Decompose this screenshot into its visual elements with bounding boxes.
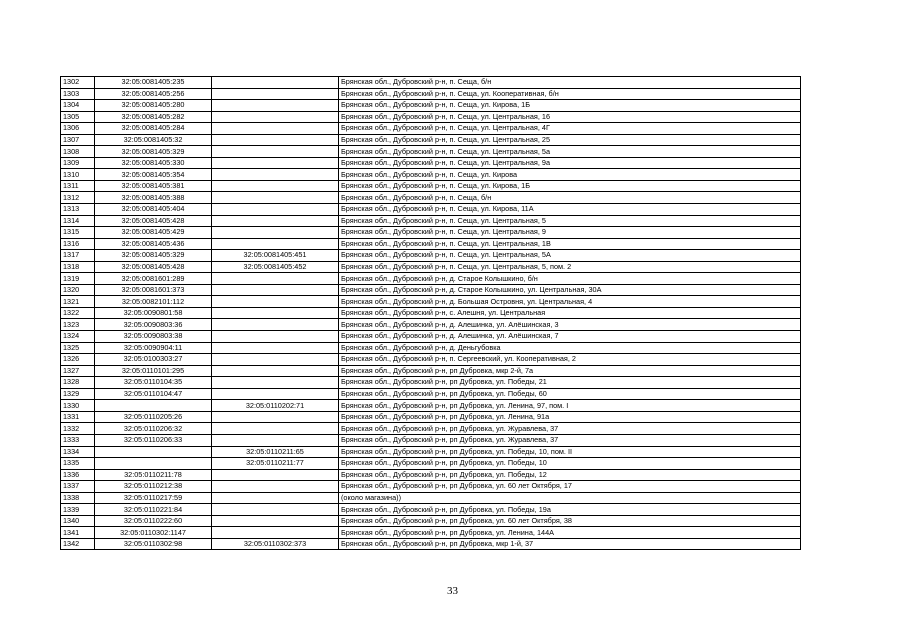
- address-cell: Брянская обл., Дубровский р-н, п. Сеща, б/н: [339, 77, 801, 89]
- address-cell: Брянская обл., Дубровский р-н, п. Сеща, ул. Центральная, 9а: [339, 157, 801, 169]
- table-row: [61, 538, 801, 550]
- row-number-cell: 1311: [61, 180, 95, 192]
- premises-number-cell: [212, 77, 339, 89]
- table-row: [61, 77, 801, 89]
- row-number-cell: 1335: [61, 458, 95, 470]
- row-number-cell: 1339: [61, 504, 95, 516]
- address-cell: Брянская обл., Дубровский р-н, п. Сеща, ул. Центральная, 9: [339, 227, 801, 239]
- cadastral-number-cell: [95, 400, 212, 412]
- table-row: [61, 238, 801, 250]
- table-row: [61, 180, 801, 192]
- table-row: [61, 250, 801, 262]
- table-row: [61, 411, 801, 423]
- address-cell: Брянская обл., Дубровский р-н, рп Дубровка, ул. Ленина, 97, пом. I: [339, 400, 801, 412]
- address-cell: Брянская обл., Дубровский р-н, рп Дубровка, ул. Победы, 12: [339, 469, 801, 481]
- address-cell: Брянская обл., Дубровский р-н, п. Сеща, ул. Центральная, 5: [339, 215, 801, 227]
- address-cell: Брянская обл., Дубровский р-н, д. Алешинка, ул. Алёшинская, 7: [339, 331, 801, 343]
- cadastral-number-cell: 32:05:0081405:354: [95, 169, 212, 181]
- row-number-cell: 1310: [61, 169, 95, 181]
- cadastral-number-cell: 32:05:0081405:256: [95, 88, 212, 100]
- address-cell: Брянская обл., Дубровский р-н, п. Сеща, ул. Центральная, 4Г: [339, 123, 801, 135]
- address-cell: Брянская обл., Дубровский р-н, с. Алешня, ул. Центральная: [339, 307, 801, 319]
- table-row: [61, 273, 801, 285]
- premises-number-cell: [212, 169, 339, 181]
- row-number-cell: 1304: [61, 100, 95, 112]
- premises-number-cell: [212, 423, 339, 435]
- cadastral-number-cell: 32:05:0081405:428: [95, 261, 212, 273]
- premises-number-cell: [212, 354, 339, 366]
- address-cell: Брянская обл., Дубровский р-н, п. Сергеевский, ул. Кооперативная, 2: [339, 354, 801, 366]
- table-row: [61, 88, 801, 100]
- cadastral-number-cell: 32:05:0110212:38: [95, 481, 212, 493]
- table-row: [61, 342, 801, 354]
- address-cell: Брянская обл., Дубровский р-н, рп Дубровка, мкр 2-й, 7а: [339, 365, 801, 377]
- row-number-cell: 1338: [61, 492, 95, 504]
- row-number-cell: 1323: [61, 319, 95, 331]
- premises-number-cell: [212, 319, 339, 331]
- address-cell: Брянская обл., Дубровский р-н, п. Сеща, ул. Центральная, 5, пом. 2: [339, 261, 801, 273]
- row-number-cell: 1322: [61, 307, 95, 319]
- address-cell: Брянская обл., Дубровский р-н, п. Сеща, б/н: [339, 192, 801, 204]
- premises-number-cell: [212, 100, 339, 112]
- cadastral-number-cell: 32:05:0110222:60: [95, 515, 212, 527]
- row-number-cell: 1326: [61, 354, 95, 366]
- row-number-cell: 1307: [61, 134, 95, 146]
- table-row: [61, 446, 801, 458]
- table-row: [61, 296, 801, 308]
- premises-number-cell: [212, 111, 339, 123]
- table-row: [61, 169, 801, 181]
- table-row: [61, 146, 801, 158]
- premises-number-cell: [212, 157, 339, 169]
- table-row: [61, 423, 801, 435]
- address-cell: Брянская обл., Дубровский р-н, рп Дубровка, ул. Ленина, 144А: [339, 527, 801, 539]
- premises-number-cell: [212, 192, 339, 204]
- table-row: [61, 215, 801, 227]
- address-cell: Брянская обл., Дубровский р-н, д. Алешинка, ул. Алёшинская, 3: [339, 319, 801, 331]
- row-number-cell: 1303: [61, 88, 95, 100]
- premises-number-cell: 32:05:0081405:452: [212, 261, 339, 273]
- address-cell: Брянская обл., Дубровский р-н, рп Дубровка, ул. Победы, 10: [339, 458, 801, 470]
- premises-number-cell: 32:05:0110211:65: [212, 446, 339, 458]
- cadastral-number-cell: 32:05:0081405:330: [95, 157, 212, 169]
- page-number: 33: [447, 585, 458, 597]
- premises-number-cell: [212, 146, 339, 158]
- table-row: [61, 434, 801, 446]
- row-number-cell: 1309: [61, 157, 95, 169]
- premises-number-cell: [212, 469, 339, 481]
- row-number-cell: 1308: [61, 146, 95, 158]
- table-row: [61, 504, 801, 516]
- address-cell: Брянская обл., Дубровский р-н, п. Сеща, ул. Кирова, 11А: [339, 204, 801, 216]
- address-cell: Брянская обл., Дубровский р-н, д. Большая Островня, ул. Центральная, 4: [339, 296, 801, 308]
- row-number-cell: 1302: [61, 77, 95, 89]
- row-number-cell: 1315: [61, 227, 95, 239]
- table-row: [61, 123, 801, 135]
- address-cell: Брянская обл., Дубровский р-н, рп Дубровка, ул. Победы, 21: [339, 377, 801, 389]
- cadastral-number-cell: 32:05:0090803:36: [95, 319, 212, 331]
- cadastral-number-cell: 32:05:0110205:26: [95, 411, 212, 423]
- address-cell: Брянская обл., Дубровский р-н, п. Сеща, ул. Центральная, 1В: [339, 238, 801, 250]
- table-row: [61, 331, 801, 343]
- table-row: [61, 261, 801, 273]
- premises-number-cell: [212, 296, 339, 308]
- address-cell: Брянская обл., Дубровский р-н, п. Сеща, ул. Центральная, 5А: [339, 250, 801, 262]
- cadastral-number-cell: [95, 458, 212, 470]
- cadastral-number-cell: [95, 446, 212, 458]
- premises-number-cell: [212, 331, 339, 343]
- row-number-cell: 1330: [61, 400, 95, 412]
- premises-number-cell: [212, 238, 339, 250]
- cadastral-number-cell: 32:05:0081601:289: [95, 273, 212, 285]
- register-table: [60, 76, 801, 550]
- premises-number-cell: [212, 88, 339, 100]
- premises-number-cell: [212, 227, 339, 239]
- cadastral-number-cell: 32:05:0081405:381: [95, 180, 212, 192]
- address-cell: Брянская обл., Дубровский р-н, рп Дубровка, ул. 60 лет Октября, 38: [339, 515, 801, 527]
- row-number-cell: 1316: [61, 238, 95, 250]
- premises-number-cell: [212, 434, 339, 446]
- table-row: [61, 527, 801, 539]
- premises-number-cell: [212, 365, 339, 377]
- cadastral-number-cell: 32:05:0081405:280: [95, 100, 212, 112]
- premises-number-cell: [212, 134, 339, 146]
- address-cell: Брянская обл., Дубровский р-н, рп Дубровка, ул. Победы, 60: [339, 388, 801, 400]
- address-cell: Брянская обл., Дубровский р-н, д. Деньгубовка: [339, 342, 801, 354]
- table-row: [61, 319, 801, 331]
- cadastral-number-cell: 32:05:0110221:84: [95, 504, 212, 516]
- table-row: [61, 354, 801, 366]
- premises-number-cell: [212, 180, 339, 192]
- address-cell: Брянская обл., Дубровский р-н, п. Сеща, ул. Центральная, 5а: [339, 146, 801, 158]
- table-row: [61, 365, 801, 377]
- row-number-cell: 1333: [61, 434, 95, 446]
- address-cell: Брянская обл., Дубровский р-н, рп Дубровка, ул. Журавлева, 37: [339, 434, 801, 446]
- address-cell: Брянская обл., Дубровский р-н, п. Сеща, ул. Кирова, 1Б: [339, 180, 801, 192]
- row-number-cell: 1327: [61, 365, 95, 377]
- premises-number-cell: [212, 515, 339, 527]
- table-row: [61, 492, 801, 504]
- row-number-cell: 1319: [61, 273, 95, 285]
- row-number-cell: 1328: [61, 377, 95, 389]
- address-cell: Брянская обл., Дубровский р-н, п. Сеща, ул. Центральная, 25: [339, 134, 801, 146]
- row-number-cell: 1324: [61, 331, 95, 343]
- cadastral-number-cell: 32:05:0081405:329: [95, 250, 212, 262]
- row-number-cell: 1340: [61, 515, 95, 527]
- cadastral-number-cell: 32:05:0110302:98: [95, 538, 212, 550]
- address-cell: Брянская обл., Дубровский р-н, рп Дубровка, ул. Ленина, 91а: [339, 411, 801, 423]
- row-number-cell: 1336: [61, 469, 95, 481]
- premises-number-cell: 32:05:0110302:373: [212, 538, 339, 550]
- cadastral-number-cell: 32:05:0090801:58: [95, 307, 212, 319]
- address-cell: Брянская обл., Дубровский р-н, д. Старое Колышкино, ул. Центральная, 30А: [339, 284, 801, 296]
- table-row: [61, 111, 801, 123]
- table-row: [61, 515, 801, 527]
- table-row: [61, 481, 801, 493]
- row-number-cell: 1320: [61, 284, 95, 296]
- address-cell: Брянская обл., Дубровский р-н, рп Дубровка, ул. Журавлева, 37: [339, 423, 801, 435]
- table-row: [61, 400, 801, 412]
- premises-number-cell: [212, 204, 339, 216]
- row-number-cell: 1318: [61, 261, 95, 273]
- table-row: [61, 134, 801, 146]
- cadastral-number-cell: 32:05:0081405:32: [95, 134, 212, 146]
- cadastral-number-cell: 32:05:0110206:32: [95, 423, 212, 435]
- cadastral-number-cell: 32:05:0081405:404: [95, 204, 212, 216]
- premises-number-cell: [212, 492, 339, 504]
- row-number-cell: 1313: [61, 204, 95, 216]
- row-number-cell: 1317: [61, 250, 95, 262]
- table-row: [61, 157, 801, 169]
- address-cell: Брянская обл., Дубровский р-н, рп Дубровка, мкр 1-й, 37: [339, 538, 801, 550]
- table-row: [61, 458, 801, 470]
- premises-number-cell: 32:05:0081405:451: [212, 250, 339, 262]
- row-number-cell: 1332: [61, 423, 95, 435]
- table-row: [61, 227, 801, 239]
- table-row: [61, 388, 801, 400]
- cadastral-number-cell: 32:05:0110104:35: [95, 377, 212, 389]
- row-number-cell: 1306: [61, 123, 95, 135]
- premises-number-cell: [212, 342, 339, 354]
- row-number-cell: 1341: [61, 527, 95, 539]
- premises-number-cell: [212, 411, 339, 423]
- premises-number-cell: [212, 504, 339, 516]
- premises-number-cell: [212, 284, 339, 296]
- cadastral-number-cell: 32:05:0110104:47: [95, 388, 212, 400]
- address-cell: Брянская обл., Дубровский р-н, д. Старое Колышкино, б/н: [339, 273, 801, 285]
- cadastral-number-cell: 32:05:0090904:11: [95, 342, 212, 354]
- cadastral-number-cell: 32:05:0110101:295: [95, 365, 212, 377]
- premises-number-cell: 32:05:0110202:71: [212, 400, 339, 412]
- address-cell: Брянская обл., Дубровский р-н, рп Дубровка, ул. Победы, 10, пом. II: [339, 446, 801, 458]
- row-number-cell: 1325: [61, 342, 95, 354]
- table-row: [61, 469, 801, 481]
- address-cell: Брянская обл., Дубровский р-н, п. Сеща, ул. Кирова, 1Б: [339, 100, 801, 112]
- row-number-cell: 1342: [61, 538, 95, 550]
- cadastral-number-cell: 32:05:0110206:33: [95, 434, 212, 446]
- cadastral-number-cell: 32:05:0110302:1147: [95, 527, 212, 539]
- cadastral-number-cell: 32:05:0110217:59: [95, 492, 212, 504]
- cadastral-number-cell: 32:05:0081405:284: [95, 123, 212, 135]
- row-number-cell: 1305: [61, 111, 95, 123]
- table-row: [61, 284, 801, 296]
- table-row: [61, 204, 801, 216]
- premises-number-cell: [212, 215, 339, 227]
- register-table-body: [61, 77, 801, 550]
- premises-number-cell: [212, 123, 339, 135]
- cadastral-number-cell: 32:05:0081405:388: [95, 192, 212, 204]
- address-cell: Брянская обл., Дубровский р-н, п. Сеща, ул. Кирова: [339, 169, 801, 181]
- table-row: [61, 307, 801, 319]
- address-cell: (около магазина)): [339, 492, 801, 504]
- cadastral-number-cell: 32:05:0081405:329: [95, 146, 212, 158]
- premises-number-cell: [212, 377, 339, 389]
- row-number-cell: 1321: [61, 296, 95, 308]
- cadastral-number-cell: 32:05:0081601:373: [95, 284, 212, 296]
- premises-number-cell: 32:05:0110211:77: [212, 458, 339, 470]
- cadastral-number-cell: 32:05:0082101:112: [95, 296, 212, 308]
- cadastral-number-cell: 32:05:0090803:38: [95, 331, 212, 343]
- premises-number-cell: [212, 388, 339, 400]
- cadastral-number-cell: 32:05:0110211:78: [95, 469, 212, 481]
- row-number-cell: 1312: [61, 192, 95, 204]
- premises-number-cell: [212, 273, 339, 285]
- table-row: [61, 377, 801, 389]
- cadastral-number-cell: 32:05:0081405:235: [95, 77, 212, 89]
- premises-number-cell: [212, 307, 339, 319]
- cadastral-number-cell: 32:05:0100303:27: [95, 354, 212, 366]
- premises-number-cell: [212, 481, 339, 493]
- address-cell: Брянская обл., Дубровский р-н, рп Дубровка, ул. 60 лет Октября, 17: [339, 481, 801, 493]
- address-cell: Брянская обл., Дубровский р-н, п. Сеща, ул. Кооперативная, б/н: [339, 88, 801, 100]
- row-number-cell: 1314: [61, 215, 95, 227]
- row-number-cell: 1331: [61, 411, 95, 423]
- premises-number-cell: [212, 527, 339, 539]
- cadastral-number-cell: 32:05:0081405:282: [95, 111, 212, 123]
- row-number-cell: 1337: [61, 481, 95, 493]
- cadastral-number-cell: 32:05:0081405:429: [95, 227, 212, 239]
- cadastral-number-cell: 32:05:0081405:428: [95, 215, 212, 227]
- cadastral-number-cell: 32:05:0081405:436: [95, 238, 212, 250]
- table-row: [61, 100, 801, 112]
- address-cell: Брянская обл., Дубровский р-н, рп Дубровка, ул. Победы, 19а: [339, 504, 801, 516]
- address-cell: Брянская обл., Дубровский р-н, п. Сеща, ул. Центральная, 16: [339, 111, 801, 123]
- row-number-cell: 1329: [61, 388, 95, 400]
- table-row: [61, 192, 801, 204]
- row-number-cell: 1334: [61, 446, 95, 458]
